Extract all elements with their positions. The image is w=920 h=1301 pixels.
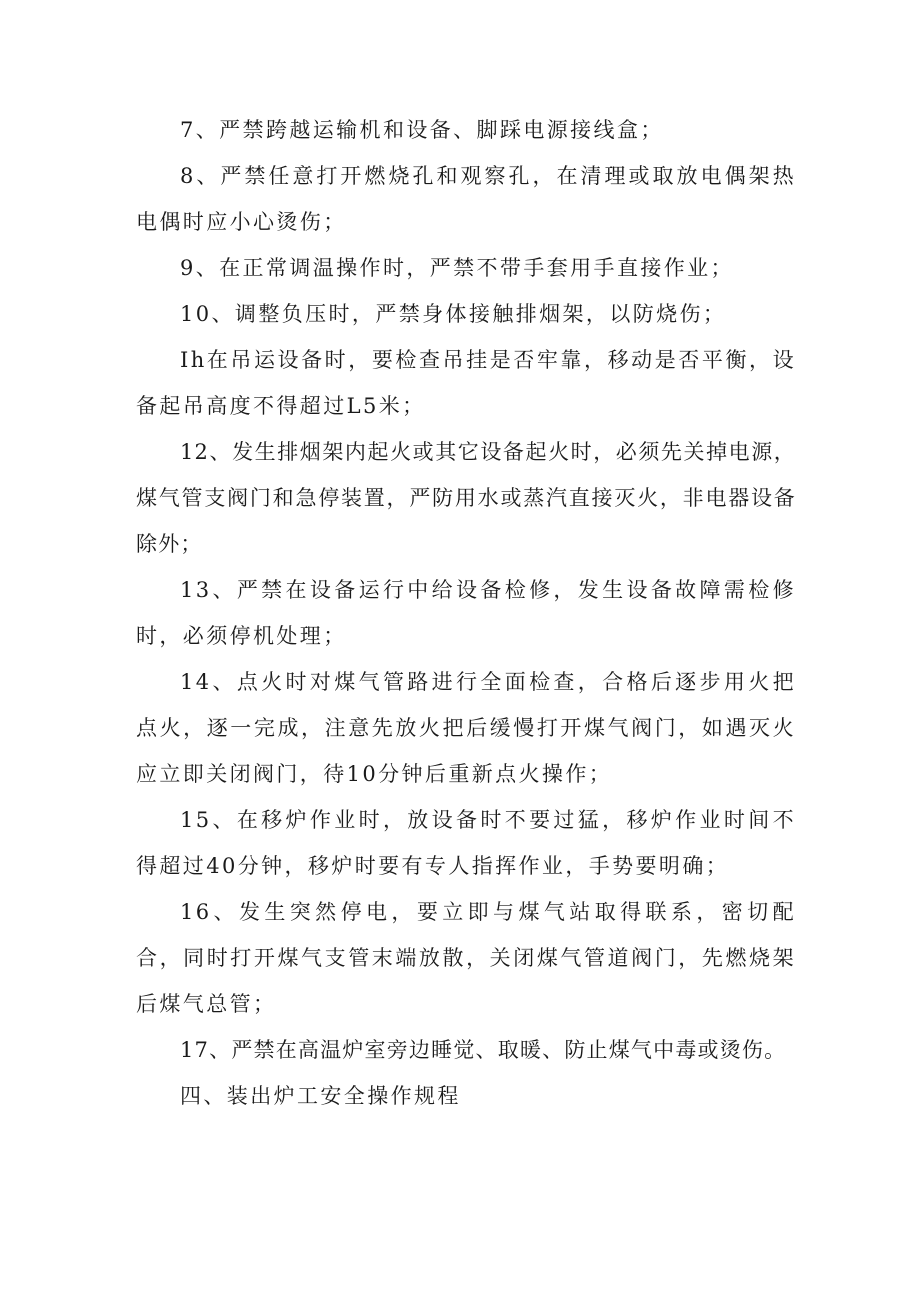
paragraph-item-9: 9、在正常调温操作时，严禁不带手套用手直接作业； xyxy=(180,256,734,280)
document-body xyxy=(136,107,796,1119)
paragraph-item-11: Ih在吊运设备时，要检查吊挂是否牢靠，移动是否平衡，设备起吊高度不得超过L5米； xyxy=(136,348,796,418)
section-heading: 四、装出炉工安全操作规程 xyxy=(180,1084,461,1108)
paragraph-item-7: 7、严禁跨越运输机和设备、脚踩电源接线盒； xyxy=(180,118,664,142)
paragraph-item-17: 17、严禁在高温炉室旁边睡觉、取暖、防止煤气中毒或烫伤。 xyxy=(180,1038,787,1062)
paragraph-item-8: 8、严禁任意打开燃烧孔和观察孔，在清理或取放电偶架热电偶时应小心烫伤； xyxy=(136,164,796,234)
paragraph-item-16: 16、发生突然停电，要立即与煤气站取得联系，密切配合，同时打开煤气支管末端放散，关闭煤气管道阀门，先燃烧架后煤气总管； xyxy=(136,900,796,1016)
paragraph-item-14: 14、点火时对煤气管路进行全面检查，合格后逐步用火把点火，逐一完成，注意先放火把后缓慢打开煤气阀门，如遇灭火应立即关闭阀门，待10分钟后重新点火操作； xyxy=(136,670,796,786)
paragraph-item-10: 10、调整负压时，严禁身体接触排烟架，以防烧伤； xyxy=(180,302,727,326)
paragraph-item-15: 15、在移炉作业时，放设备时不要过猛，移炉作业时间不得超过40分钟，移炉时要有专人指挥作业，手势要明确； xyxy=(136,808,796,878)
paragraph-item-12: 12、发生排烟架内起火或其它设备起火时，必须先关掉电源，煤气管支阀门和急停装置，严防用水或蒸汽直接灭火，非电器设备除外； xyxy=(136,440,796,556)
paragraph-item-13: 13、严禁在设备运行中给设备检修，发生设备故障需检修时，必须停机处理； xyxy=(136,578,796,648)
